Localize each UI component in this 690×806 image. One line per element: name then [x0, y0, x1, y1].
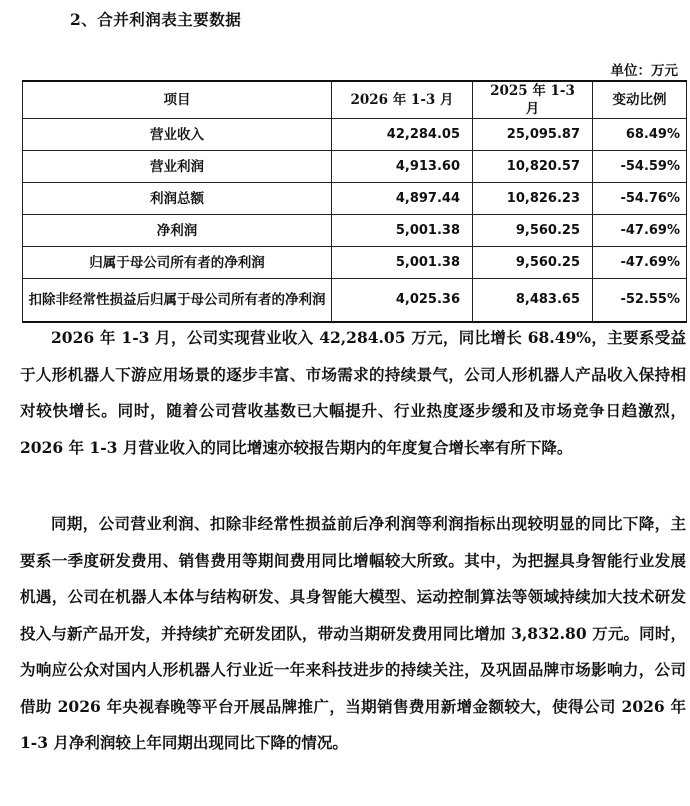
income-statement-table: [22, 80, 687, 323]
column-header-2026: 2026 年 1-3 月: [332, 81, 473, 119]
row-item: 利润总额: [23, 183, 332, 215]
row-value-2026: 5,001.38: [332, 215, 473, 247]
table-row: [23, 279, 687, 323]
row-item: 营业收入: [23, 119, 332, 151]
table-header-row: [23, 81, 687, 119]
column-header-item: 项目: [23, 81, 332, 119]
row-change: -47.69%: [593, 247, 687, 279]
paragraph-revenue-analysis: 2026 年 1-3 月，公司实现营业收入 42,284.05 万元，同比增长 68.49%，主要系受益于人形机器人下游应用场景的逐步丰富、市场需求的持续景气，公司人形机器人产品收入保持相对较快增长。同时，随着公司营收基数已大幅提升、行业热度逐步缓和及市场竞争日趋激烈，2026 年 1-3 月营业收入的同比增速亦较报告期内的年度复合增长率有所下降。: [20, 328, 686, 457]
row-value-2026: 5,001.38: [332, 247, 473, 279]
row-item: 归属于母公司所有者的净利润: [23, 247, 332, 279]
row-change: -54.59%: [593, 151, 687, 183]
table-row: [23, 183, 687, 215]
row-item: 净利润: [23, 215, 332, 247]
row-change: -47.69%: [593, 215, 687, 247]
row-value-2026: 4,897.44: [332, 183, 473, 215]
section-heading: 2、合并利润表主要数据: [70, 10, 242, 29]
row-value-2025: 10,826.23: [473, 183, 593, 215]
unit-label: 单位：万元: [610, 63, 678, 79]
column-header-change: 变动比例: [593, 81, 687, 119]
row-value-2026: 4,025.36: [332, 279, 473, 323]
row-value-2026: 42,284.05: [332, 119, 473, 151]
row-change: -54.76%: [593, 183, 687, 215]
row-item: 营业利润: [23, 151, 332, 183]
row-change: 68.49%: [593, 119, 687, 151]
row-value-2026: 4,913.60: [332, 151, 473, 183]
row-value-2025: 9,560.25: [473, 215, 593, 247]
row-value-2025: 25,095.87: [473, 119, 593, 151]
table-row: [23, 119, 687, 151]
row-value-2025: 9,560.25: [473, 247, 593, 279]
table-row: [23, 247, 687, 279]
row-item: 扣除非经常性损益后归属于母公司所有者的净利润: [23, 279, 332, 323]
row-value-2025: 10,820.57: [473, 151, 593, 183]
paragraph-profit-analysis: 同期，公司营业利润、扣除非经常性损益前后净利润等利润指标出现较明显的同比下降，主要系一季度研发费用、销售费用等期间费用同比增幅较大所致。其中，为把握具身智能行业发展机遇，公司在机器人本体与结构研发、具身智能大模型、运动控制算法等领域持续加大技术研发投入与新产品开发，并持续扩充研发团队，带动当期研发费用同比增加 3,832.80 万元。同时，为响应公众对国内人形机器人行业近一年来科技进步的持续关注，及巩固品牌市场影响力，公司借助 2026 年央视春晚等平台开展品牌推广，当期销售费用新增金额较大，使得公司 2026 年 1-3 月净利润较上年同期出现同比下降的情况。: [20, 514, 686, 752]
table-row: [23, 215, 687, 247]
row-value-2025: 8,483.65: [473, 279, 593, 323]
column-header-2025: 2025 年 1-3 月: [473, 81, 593, 119]
table-row: [23, 151, 687, 183]
row-change: -52.55%: [593, 279, 687, 323]
